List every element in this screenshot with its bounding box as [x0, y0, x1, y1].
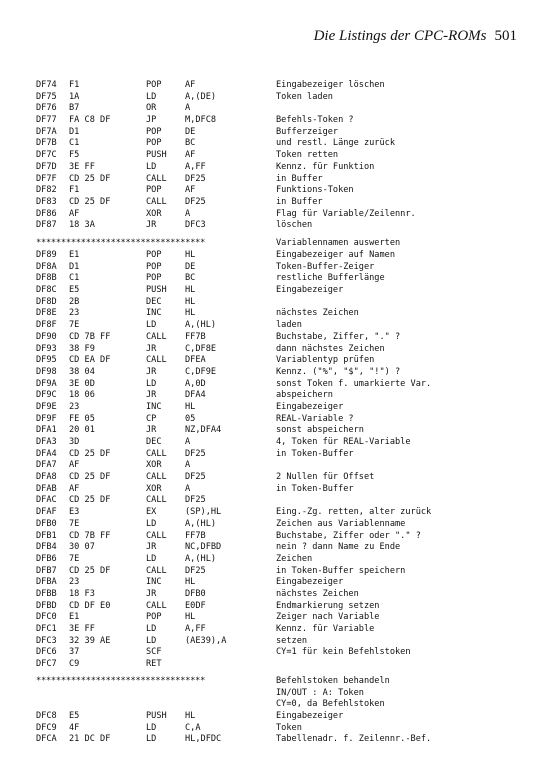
comment-cell: Tabellenadr. f. Zeilennr.-Bef. — [276, 734, 432, 745]
address-cell: DFB6 — [36, 553, 57, 564]
opcode-bytes-cell: E1 — [69, 612, 80, 623]
address-cell: DFB1 — [36, 530, 57, 541]
address-cell: DFBA — [36, 577, 57, 588]
comment-cell: abspeichern — [276, 390, 333, 401]
operand-cell: FF7B — [185, 530, 206, 541]
address-cell: DF87 — [36, 220, 57, 231]
opcode-bytes-cell: CD 25 DF — [69, 495, 111, 506]
operand-cell: HL — [185, 401, 196, 412]
mnemonic-cell: JR — [146, 220, 157, 231]
mnemonic-cell: CALL — [146, 355, 167, 366]
opcode-bytes-cell: 4F — [69, 722, 80, 733]
comment-cell: Endmarkierung setzen — [276, 600, 380, 611]
comment-cell: sonst abspeichern — [276, 425, 364, 436]
address-cell: DFA7 — [36, 460, 57, 471]
comment-cell: in Token-Buffer speichern — [276, 565, 406, 576]
address-cell: DF77 — [36, 115, 57, 126]
operand-cell: (SP),HL — [185, 507, 222, 518]
mnemonic-cell: CALL — [146, 565, 167, 576]
opcode-bytes-cell: D1 — [69, 126, 80, 137]
opcode-bytes-cell: C1 — [69, 138, 80, 149]
mnemonic-cell: JR — [146, 366, 157, 377]
operand-cell: DF25 — [185, 495, 206, 506]
opcode-bytes-cell: 38 04 — [69, 366, 95, 377]
comment-cell: und restl. Länge zurück — [276, 138, 395, 149]
comment-cell: Bufferzeiger — [276, 126, 339, 137]
page-number: 501 — [494, 28, 517, 44]
address-cell: DF90 — [36, 331, 57, 342]
mnemonic-cell: LD — [146, 161, 157, 172]
operand-cell: A,(DE) — [185, 91, 217, 102]
comment-cell: Token-Buffer-Zeiger — [276, 261, 375, 272]
operand-cell: DF25 — [185, 196, 206, 207]
address-cell: DF8F — [36, 320, 57, 331]
mnemonic-cell: LD — [146, 624, 157, 634]
address-cell: DFBB — [36, 588, 57, 599]
address-cell: DF98 — [36, 366, 57, 377]
mnemonic-cell: SCF — [146, 647, 162, 658]
address-cell: DFB4 — [36, 542, 57, 553]
opcode-bytes-cell: 23 — [69, 577, 80, 588]
mnemonic-cell: CALL — [146, 331, 167, 342]
comment-cell: Buchstabe, Ziffer, "." ? — [276, 331, 401, 342]
comment-cell: Variablentyp prüfen — [276, 355, 375, 366]
address-cell: DFA3 — [36, 437, 57, 447]
opcode-bytes-cell: F5 — [69, 150, 80, 161]
address-cell: DF9F — [36, 413, 57, 424]
mnemonic-cell: PUSH — [146, 711, 167, 721]
operand-cell: C,DF9E — [185, 366, 217, 377]
mnemonic-cell: LD — [146, 91, 157, 102]
comment-cell: Buchstabe, Ziffer oder "." ? — [276, 530, 421, 541]
mnemonic-cell: CP — [146, 413, 157, 424]
mnemonic-cell: LD — [146, 734, 157, 745]
mnemonic-cell: LD — [146, 635, 157, 646]
opcode-bytes-cell: B7 — [69, 103, 80, 114]
operand-cell: DF25 — [185, 173, 206, 184]
mnemonic-cell: JR — [146, 542, 157, 553]
comment-cell: löschen — [276, 220, 313, 231]
operand-cell: AF — [185, 185, 196, 196]
opcode-bytes-cell: CD 25 DF — [69, 448, 111, 459]
opcode-bytes-cell: CD DF E0 — [69, 600, 111, 611]
opcode-bytes-cell: C9 — [69, 659, 80, 670]
opcode-bytes-cell: 20 01 — [69, 425, 95, 436]
comment-cell: in Token-Buffer — [276, 448, 354, 459]
address-cell: DF83 — [36, 196, 57, 207]
comment-cell: Kennz. für Variable — [276, 624, 375, 634]
opcode-bytes-cell: CD 25 DF — [69, 196, 111, 207]
operand-cell: DE — [185, 126, 196, 137]
mnemonic-cell: POP — [146, 185, 162, 196]
address-cell: DFAB — [36, 483, 57, 494]
section-io-note: IN/OUT : A: Token — [276, 687, 364, 698]
operand-cell: A,0D — [185, 378, 206, 389]
opcode-bytes-cell: 7E — [69, 518, 80, 529]
opcode-bytes-cell: 3D — [69, 437, 80, 447]
opcode-bytes-cell: E5 — [69, 711, 80, 721]
comment-cell: Token retten — [276, 150, 339, 161]
operand-cell: A,(HL) — [185, 320, 217, 331]
operand-cell: AF — [185, 80, 196, 90]
mnemonic-cell: CALL — [146, 196, 167, 207]
operand-cell: FF7B — [185, 331, 206, 342]
opcode-bytes-cell: E5 — [69, 285, 80, 296]
mnemonic-cell: POP — [146, 273, 162, 284]
opcode-bytes-cell: CD 7B FF — [69, 331, 111, 342]
mnemonic-cell: CALL — [146, 495, 167, 506]
operand-cell: 05 — [185, 413, 196, 424]
opcode-bytes-cell: AF — [69, 483, 80, 494]
address-cell: DFC7 — [36, 659, 57, 670]
address-cell: DFAF — [36, 507, 57, 518]
mnemonic-cell: CALL — [146, 530, 167, 541]
operand-cell: HL — [185, 285, 196, 296]
mnemonic-cell: JP — [146, 115, 157, 126]
operand-cell: BC — [185, 273, 196, 284]
address-cell: DF7F — [36, 173, 57, 184]
mnemonic-cell: LD — [146, 378, 157, 389]
opcode-bytes-cell: 18 06 — [69, 390, 95, 401]
operand-cell: (AE39),A — [185, 635, 227, 646]
operand-cell: HL — [185, 250, 196, 260]
address-cell: DF7C — [36, 150, 57, 161]
operand-cell: A,FF — [185, 624, 206, 634]
mnemonic-cell: INC — [146, 308, 162, 319]
opcode-bytes-cell: 23 — [69, 308, 80, 319]
opcode-bytes-cell: 37 — [69, 647, 80, 658]
address-cell: DF74 — [36, 80, 57, 90]
operand-cell: HL — [185, 612, 196, 623]
comment-cell: laden — [276, 320, 302, 331]
opcode-bytes-cell: D1 — [69, 261, 80, 272]
operand-cell: DFEA — [185, 355, 206, 366]
comment-cell: Flag für Variable/Zeilennr. — [276, 208, 416, 219]
mnemonic-cell: PUSH — [146, 150, 167, 161]
address-cell: DFA1 — [36, 425, 57, 436]
operand-cell: A,(HL) — [185, 518, 217, 529]
comment-cell: Eingabezeiger — [276, 577, 344, 588]
address-cell: DFC8 — [36, 711, 57, 721]
comment-cell: in Token-Buffer — [276, 483, 354, 494]
operand-cell: A,(HL) — [185, 553, 217, 564]
operand-cell: HL — [185, 577, 196, 588]
comment-cell: Kennz. für Funktion — [276, 161, 375, 172]
operand-cell: A — [185, 460, 191, 471]
comment-cell: Eingabezeiger löschen — [276, 80, 385, 90]
operand-cell: HL — [185, 308, 196, 319]
comment-cell: 4, Token für REAL-Variable — [276, 437, 411, 447]
operand-cell: AF — [185, 150, 196, 161]
comment-cell: dann nächstes Zeichen — [276, 343, 385, 354]
mnemonic-cell: INC — [146, 577, 162, 588]
mnemonic-cell: POP — [146, 250, 162, 260]
separator-stars: ********************************** — [36, 676, 206, 686]
address-cell: DFAC — [36, 495, 57, 506]
comment-cell: in Buffer — [276, 196, 323, 207]
address-cell: DF82 — [36, 185, 57, 196]
mnemonic-cell: XOR — [146, 460, 162, 471]
page-header-title: Die Listings der CPC-ROMs — [313, 28, 487, 44]
comment-cell: Eingabezeiger — [276, 401, 344, 412]
address-cell: DF9C — [36, 390, 57, 401]
opcode-bytes-cell: 32 39 AE — [69, 635, 111, 646]
address-cell: DF9E — [36, 401, 57, 412]
mnemonic-cell: POP — [146, 138, 162, 149]
address-cell: DF95 — [36, 355, 57, 366]
mnemonic-cell: POP — [146, 80, 162, 90]
opcode-bytes-cell: 1A — [69, 91, 80, 102]
opcode-bytes-cell: AF — [69, 460, 80, 471]
comment-cell: Eingabezeiger — [276, 711, 344, 721]
address-cell: DF8D — [36, 296, 57, 307]
section-flag-note: CY=0, da Befehlstoken — [276, 699, 385, 710]
mnemonic-cell: XOR — [146, 208, 162, 219]
address-cell: DFC0 — [36, 612, 57, 623]
operand-cell: C,A — [185, 722, 201, 733]
operand-cell: NC,DFBD — [185, 542, 222, 553]
opcode-bytes-cell: E1 — [69, 250, 80, 260]
mnemonic-cell: LD — [146, 722, 157, 733]
opcode-bytes-cell: F1 — [69, 80, 80, 90]
operand-cell: M,DFC8 — [185, 115, 217, 126]
mnemonic-cell: JR — [146, 588, 157, 599]
operand-cell: DFA4 — [185, 390, 206, 401]
operand-cell: DFB0 — [185, 588, 206, 599]
address-cell: DFA8 — [36, 472, 57, 483]
operand-cell: A — [185, 208, 191, 219]
opcode-bytes-cell: 3E 0D — [69, 378, 95, 389]
comment-cell: in Buffer — [276, 173, 323, 184]
comment-cell: Eing.-Zg. retten, alter zurück — [276, 507, 432, 518]
opcode-bytes-cell: FE 05 — [69, 413, 95, 424]
comment-cell: nächstes Zeichen — [276, 588, 359, 599]
operand-cell: HL — [185, 711, 196, 721]
address-cell: DFA4 — [36, 448, 57, 459]
address-cell: DFBD — [36, 600, 57, 611]
mnemonic-cell: RET — [146, 659, 162, 670]
address-cell: DF93 — [36, 343, 57, 354]
opcode-bytes-cell: CD EA DF — [69, 355, 111, 366]
mnemonic-cell: JR — [146, 343, 157, 354]
address-cell: DFB0 — [36, 518, 57, 529]
address-cell: DF9A — [36, 378, 57, 389]
opcode-bytes-cell: F1 — [69, 185, 80, 196]
comment-cell: Token laden — [276, 91, 333, 102]
address-cell: DFC6 — [36, 647, 57, 658]
mnemonic-cell: CALL — [146, 472, 167, 483]
mnemonic-cell: DEC — [146, 296, 162, 307]
opcode-bytes-cell: 3E FF — [69, 161, 95, 172]
operand-cell: DF25 — [185, 472, 206, 483]
opcode-bytes-cell: CD 7B FF — [69, 530, 111, 541]
address-cell: DFC3 — [36, 635, 57, 646]
opcode-bytes-cell: 18 F3 — [69, 588, 95, 599]
comment-cell: REAL-Variable ? — [276, 413, 354, 424]
comment-cell: Zeichen — [276, 553, 313, 564]
opcode-bytes-cell: 21 DC DF — [69, 734, 111, 745]
mnemonic-cell: DEC — [146, 437, 162, 447]
operand-cell: A — [185, 483, 191, 494]
comment-cell: nächstes Zeichen — [276, 308, 359, 319]
comment-cell: Token — [276, 722, 302, 733]
opcode-bytes-cell: 38 F9 — [69, 343, 95, 354]
address-cell: DFCA — [36, 734, 57, 745]
operand-cell: HL — [185, 296, 196, 307]
address-cell: DFC1 — [36, 624, 57, 634]
opcode-bytes-cell: 2B — [69, 296, 80, 307]
comment-cell: 2 Nullen für Offset — [276, 472, 375, 483]
opcode-bytes-cell: 18 3A — [69, 220, 95, 231]
comment-cell: Eingabezeiger — [276, 285, 344, 296]
address-cell: DFC9 — [36, 722, 57, 733]
comment-cell: Funktions-Token — [276, 185, 354, 196]
mnemonic-cell: CALL — [146, 600, 167, 611]
comment-cell: Eingabezeiger auf Namen — [276, 250, 395, 260]
opcode-bytes-cell: CD 25 DF — [69, 173, 111, 184]
mnemonic-cell: POP — [146, 261, 162, 272]
operand-cell: A,FF — [185, 161, 206, 172]
address-cell: DF8E — [36, 308, 57, 319]
operand-cell: DE — [185, 261, 196, 272]
address-cell: DF7D — [36, 161, 57, 172]
comment-cell: CY=1 für kein Befehlstoken — [276, 647, 411, 658]
mnemonic-cell: EX — [146, 507, 157, 518]
mnemonic-cell: LD — [146, 320, 157, 331]
address-cell: DF8C — [36, 285, 57, 296]
operand-cell: NZ,DFA4 — [185, 425, 222, 436]
mnemonic-cell: JR — [146, 425, 157, 436]
mnemonic-cell: OR — [146, 103, 157, 114]
mnemonic-cell: PUSH — [146, 285, 167, 296]
address-cell: DF86 — [36, 208, 57, 219]
opcode-bytes-cell: CD 25 DF — [69, 565, 111, 576]
operand-cell: E0DF — [185, 600, 206, 611]
mnemonic-cell: CALL — [146, 448, 167, 459]
address-cell: DF8B — [36, 273, 57, 284]
operand-cell: C,DF8E — [185, 343, 217, 354]
mnemonic-cell: POP — [146, 612, 162, 623]
opcode-bytes-cell: 30 07 — [69, 542, 95, 553]
opcode-bytes-cell: 7E — [69, 553, 80, 564]
mnemonic-cell: LD — [146, 518, 157, 529]
comment-cell: Zeiger nach Variable — [276, 612, 380, 623]
comment-cell: sonst Token f. umarkierte Var. — [276, 378, 432, 389]
address-cell: DF89 — [36, 250, 57, 260]
comment-cell: restliche Bufferlänge — [276, 273, 385, 284]
opcode-bytes-cell: E3 — [69, 507, 80, 518]
address-cell: DF8A — [36, 261, 57, 272]
section-title: Variablennamen auswerten — [276, 238, 401, 248]
comment-cell: Befehls-Token ? — [276, 115, 354, 126]
address-cell: DF76 — [36, 103, 57, 114]
operand-cell: BC — [185, 138, 196, 149]
comment-cell: setzen — [276, 635, 308, 646]
mnemonic-cell: INC — [146, 401, 162, 412]
comment-cell: Zeichen aus Variablenname — [276, 518, 406, 529]
comment-cell: Kennz. ("%", "$", "!") ? — [276, 366, 401, 377]
operand-cell: DF25 — [185, 565, 206, 576]
operand-cell: A — [185, 437, 191, 447]
mnemonic-cell: POP — [146, 126, 162, 137]
separator-stars: ********************************** — [36, 238, 206, 248]
mnemonic-cell: CALL — [146, 173, 167, 184]
opcode-bytes-cell: 3E FF — [69, 624, 95, 634]
opcode-bytes-cell: 7E — [69, 320, 80, 331]
page-header — [314, 28, 517, 45]
opcode-bytes-cell: AF — [69, 208, 80, 219]
operand-cell: DF25 — [185, 448, 206, 459]
address-cell: DF75 — [36, 91, 57, 102]
operand-cell: DFC3 — [185, 220, 206, 231]
operand-cell: HL,DFDC — [185, 734, 222, 745]
section-title: Befehlstoken behandeln — [276, 676, 390, 686]
opcode-bytes-cell: FA C8 DF — [69, 115, 111, 126]
mnemonic-cell: XOR — [146, 483, 162, 494]
opcode-bytes-cell: CD 25 DF — [69, 472, 111, 483]
mnemonic-cell: LD — [146, 553, 157, 564]
comment-cell: nein ? dann Name zu Ende — [276, 542, 401, 553]
mnemonic-cell: JR — [146, 390, 157, 401]
opcode-bytes-cell: 23 — [69, 401, 80, 412]
opcode-bytes-cell: C1 — [69, 273, 80, 284]
operand-cell: A — [185, 103, 191, 114]
address-cell: DF7B — [36, 138, 57, 149]
address-cell: DFB7 — [36, 565, 57, 576]
address-cell: DF7A — [36, 126, 57, 137]
